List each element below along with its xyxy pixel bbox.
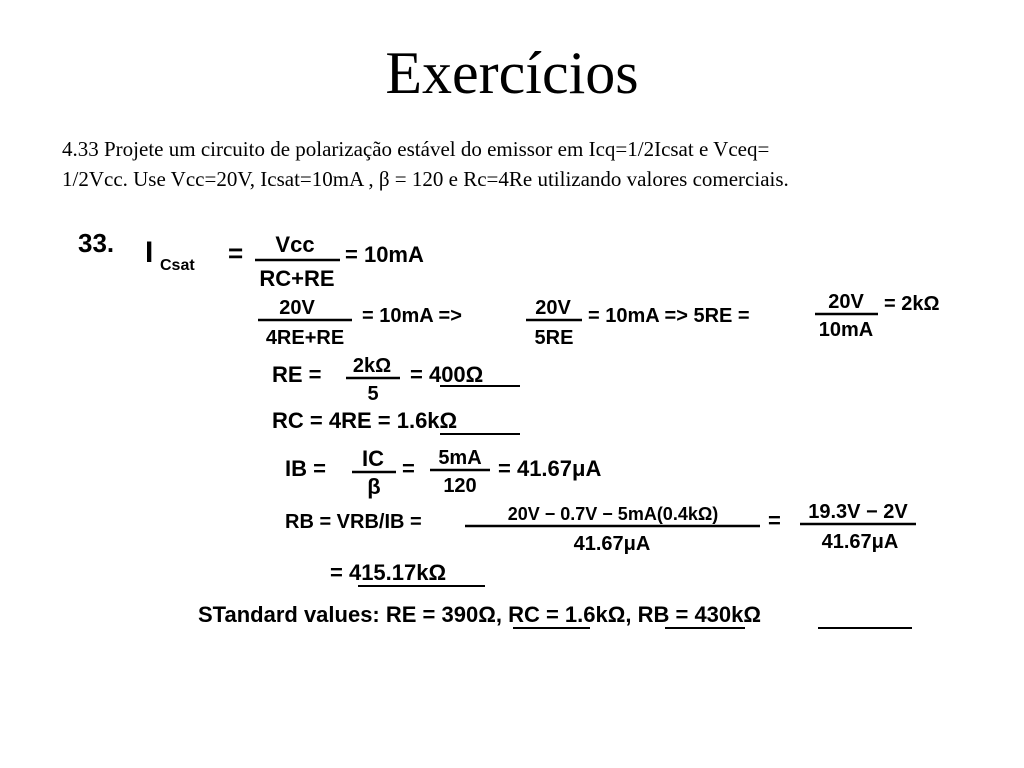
problem-line-2: 1/2Vcc. Use Vcc=20V, Icsat=10mA , β = 120 e Rc=4Re utilizando valores comerciais.: [62, 167, 789, 191]
line5-denominator-2: 120: [443, 475, 477, 497]
line1-rhs: = 10mA: [345, 242, 424, 267]
line2-denominator-3: 10mA: [818, 319, 874, 341]
line7: = 415.17kΩ: [330, 560, 447, 585]
line5-numerator: IC: [362, 446, 384, 471]
line2-mid-2: = 10mA => 5RE =: [588, 305, 750, 327]
line1-eq: =: [228, 238, 244, 268]
line1-lhs: I: [145, 236, 154, 269]
line2-numerator: 20V: [279, 297, 315, 319]
line6-lhs: RB = VRB/IB =: [285, 511, 422, 533]
line5-rhs: = 41.67μA: [498, 456, 602, 481]
line3-numerator: 2kΩ: [352, 355, 392, 377]
line5-lhs: IB =: [285, 456, 326, 481]
line6-denominator-2: 41.67μA: [821, 531, 899, 553]
line6-numerator-2: 19.3V − 2V: [808, 501, 908, 523]
line1-lhs-sub: Csat: [160, 257, 195, 274]
line5-eq: =: [402, 456, 415, 481]
line2-rhs: = 2kΩ: [884, 293, 940, 315]
line1-denominator: RC+RE: [259, 266, 335, 291]
line5-denominator: β: [367, 474, 381, 499]
line1-numerator: Vcc: [275, 232, 315, 257]
line6-denominator: 41.67μA: [573, 533, 651, 555]
line3-denominator: 5: [367, 383, 379, 405]
line8-standard-values: STandard values: RE = 390Ω, RC = 1.6kΩ, RB = 430kΩ: [198, 602, 762, 627]
slide-title: Exercícios: [385, 40, 639, 106]
line4: RC = 4RE = 1.6kΩ: [272, 408, 458, 433]
line6-eq: =: [768, 508, 781, 533]
line6-numerator: 20V − 0.7V − 5mA(0.4kΩ): [507, 504, 719, 524]
line5-numerator-2: 5mA: [438, 447, 482, 469]
problem-line-1: 4.33 Projete um circuito de polarização estável do emissor em Icq=1/2Icsat e Vceq=: [62, 137, 770, 161]
line2-mid: = 10mA =>: [362, 305, 462, 327]
line2-numerator-3: 20V: [828, 291, 864, 313]
line2-numerator-2: 20V: [535, 297, 571, 319]
line3-rhs: = 400Ω: [410, 362, 484, 387]
line3-lhs: RE =: [272, 362, 322, 387]
line2-denominator: 4RE+RE: [265, 327, 345, 349]
exercise-number: 33.: [78, 228, 115, 258]
line2-denominator-2: 5RE: [534, 327, 574, 349]
